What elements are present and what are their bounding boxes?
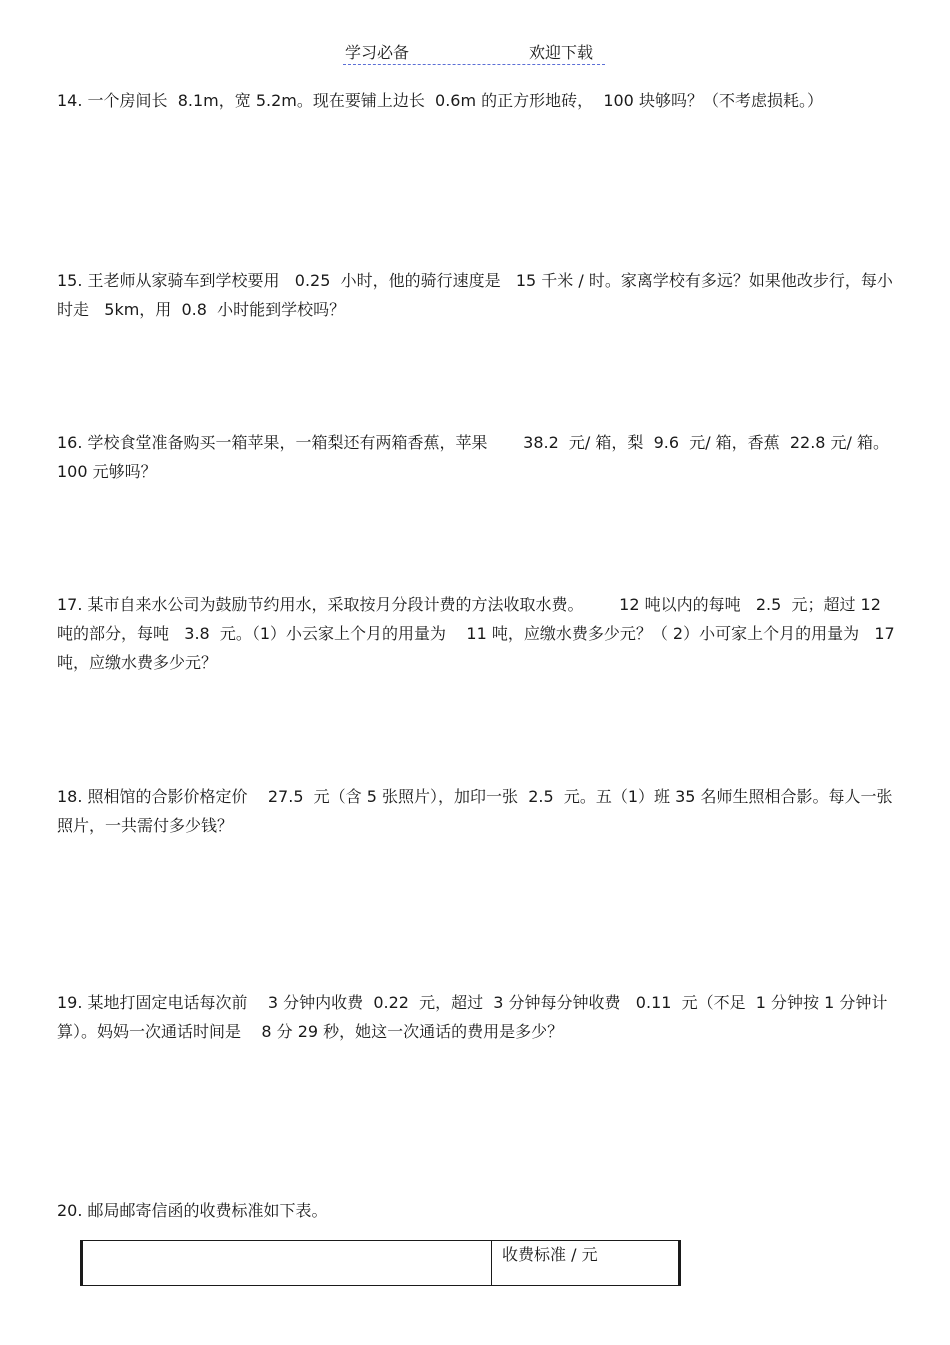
question-19: 19. 某地打固定电话每次前 3 分钟内收费 0.22 元，超过 3 分钟每分钟收费 0.11 元（不足 1 分钟按 1 分钟计算）。妈妈一次通话时间是 8 分 29 秒，她这一次通话的费用是多少？ xyxy=(57,993,888,1041)
fee-table-header-cell-2: 收费标准 / 元 xyxy=(492,1241,680,1286)
question-16: 16. 学校食堂准备购买一箱苹果，一箱梨还有两箱香蕉，苹果 38.2 元/ 箱，梨 9.6 元/ 箱，香蕉 22.8 元/ 箱。100 元够吗？ xyxy=(57,433,890,481)
question-20: 20. 邮局邮寄信函的收费标准如下表。 xyxy=(57,1201,328,1220)
question-18: 18. 照相馆的合影价格定价 27.5 元（含 5 张照片），加印一张 2.5 元。五（1）班 35 名师生照相合影。每人一张照片，一共需付多少钱？ xyxy=(57,787,893,835)
question-17: 17. 某市自来水公司为鼓励节约用水，采取按月分段计费的方法收取水费。 12 吨以内的每吨 2.5 元；超过 12 吨的部分，每吨 3.8 元。（1）小云家上个月的用量为 11 吨，应缴水费多少元？（ 2）小可家上个月的用量为 17 吨，应缴水费多少元？ xyxy=(57,595,900,672)
header-left-text: 学习必备 xyxy=(345,43,410,62)
fee-table-header-cell-1 xyxy=(82,1241,492,1286)
fee-table xyxy=(80,1240,681,1286)
fee-table-header-row xyxy=(82,1241,680,1286)
header-right-text: 欢迎下载 xyxy=(529,43,594,62)
question-15: 15. 王老师从家骑车到学校要用 0.25 小时，他的骑行速度是 15 千米 / 时。家离学校有多远？如果他改步行，每小时走 5km，用 0.8 小时能到学校吗？ xyxy=(57,271,893,319)
question-14: 14. 一个房间长 8.1m，宽 5.2m。现在要铺上边长 0.6m 的正方形地砖， 100 块够吗？（不考虑损耗。） xyxy=(57,91,823,110)
page-header xyxy=(343,42,605,65)
